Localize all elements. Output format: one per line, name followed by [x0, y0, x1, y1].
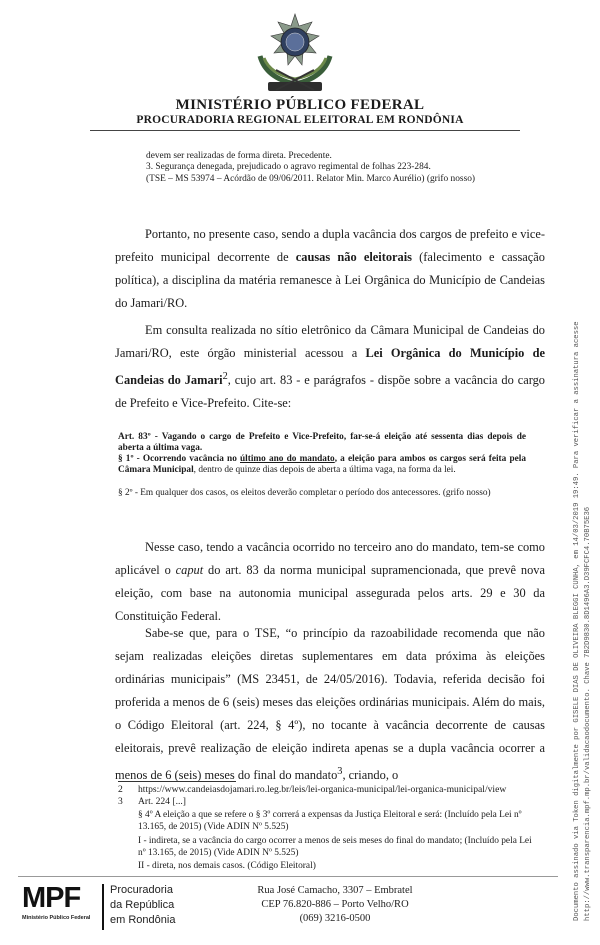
quote-article-83: Art. 83º - Vagando o cargo de Prefeito e Vice-Prefeito, far-se-á eleição até sessenta dias depois de aberta a última vaga.: [118, 432, 526, 453]
signature-line-2: http://www.transparencia.mpf.mp.br/validacaodocumento. Chave 7B2D9830.8D1496A3.D39FCFC4.70B75E36: [584, 506, 592, 921]
footnote-3: 3 Art. 224 [...]: [118, 796, 186, 807]
footer-address: [235, 884, 435, 926]
header-rule: [90, 130, 520, 131]
paragraph-2: Em consulta realizada no sítio eletrônico da Câmara Municipal de Candeias do Jamari/RO, este órgão ministerial acessou a Lei Orgânica do Município de Candeias do Jamari$^2$, cujo art. 83 - e parágrafos - dispõe sobre a vacância do cargo de Prefeito e Vice-Prefeito. Cite-se:: [115, 323, 545, 411]
quote-paragraph-2: § 2º - Em qualquer dos casos, os eleitos deverão completar o período dos antecessores. (grifo nosso): [118, 488, 491, 498]
mpf-logo-subtitle: Ministério Público Federal: [22, 915, 91, 921]
footnote-2: 2 https://www.candeiasdojamari.ro.leg.br/leis/lei-organica-municipal/lei-organica-municipal/view: [118, 784, 507, 795]
institution-name: Procuradoria da República em Rondônia: [110, 884, 176, 926]
citation-line-1: devem ser realizadas de forma direta. Precedente.: [146, 151, 332, 161]
paragraph-4: Sabe-se que, para o TSE, “o princípio da razoabilidade recomenda que não sejam realizadas eleições diretas suplementares em data próxima às eleições ordinárias municipais” (MS 23451, de 24/05/2016). Todavia, referida decisão foi proferida a menos de 6 (seis) meses das eleições ordinárias municipais. Além do mais, o Código Eleitoral (art. 224, § 4º), no tocante à vacância decorrente de causas eleitorais, prevê realização de eleição indireta apenas se a dupla vacância ocorrer a menos de 6 (seis) meses do final do mandato$^3$, criando, o: [115, 626, 545, 783]
digital-signature-strip: [566, 156, 598, 926]
paragraph-3: Nesse caso, tendo a vacância ocorrido no terceiro ano do mandato, tem-se como aplicável o caput do art. 83 da norma municipal supramencionada, que prevê nova eleição, com base na autonomia municipal assegurada pelos arts. 29 e 30 da Constituição Federal.: [115, 540, 545, 623]
citation-line-2: 3. Segurança denegada, prejudicado o agravo regimental de folhas 223-284.: [146, 162, 431, 172]
footnote-2-link[interactable]: https://www.candeiasdojamari.ro.leg.br/leis/lei-organica-municipal/lei-organica-municipal/view: [138, 784, 507, 795]
footnote-3-item-i: I - indireta, se a vacância do cargo ocorrer a menos de seis meses do final do mandato; (Incluído pela Lei nº 13.165, de 2015) (Vide ADIN Nº 5.525): [138, 836, 532, 858]
emphasis-causas: causas não eleitorais: [295, 250, 412, 264]
mpf-logo: [22, 882, 96, 921]
header-title: MINISTÉRIO PÚBLICO FEDERAL: [175, 97, 425, 113]
citation-line-3: (TSE – MS 53974 – Acórdão de 09/06/2011. Relator Min. Marco Aurélio) (grifo nosso): [146, 174, 476, 184]
footer-rule: [18, 876, 558, 877]
logo-divider: [102, 884, 104, 930]
brazil-coat-of-arms-icon: [246, 12, 344, 96]
address-phone: (069) 3216-0500: [299, 913, 371, 924]
footnote-3-paragraph-4: § 4º A eleição a que se refere o § 3º correrá a expensas da Justiça Eleitoral e será: (Incluído pela Lei nº 13.165, de 2015) (Vide ADIN Nº 5.525): [138, 810, 522, 832]
header-subtitle: PROCURADORIA REGIONAL ELEITORAL EM RONDÔNIA: [136, 114, 464, 126]
signature-line-1: Documento assinado via Token digitalmente por GISELE DIAS DE OLIVEIRA BLEGGI CUNHA, em 14/03/2019 19:49. Para verificar a assinatura acesse: [573, 321, 581, 921]
mpf-logo-letters: MPF: [22, 882, 81, 914]
address-cep: CEP 76.820-886 – Porto Velho/RO: [261, 899, 409, 910]
footnote-3-item-ii: II - direta, nos demais casos. (Código Eleitoral): [138, 861, 316, 871]
address-street: Rua José Camacho, 3307 – Embratel: [257, 885, 413, 896]
quote-paragraph-1: § 1º - Ocorrendo vacância no último ano do mandato, a eleição para ambos os cargos será feita pela Câmara Municipal, dentro de quinze dias depois de aberta a última vaga, na forma da lei.: [118, 454, 526, 475]
emphasis-lei-organica: Lei Orgânica do Município de Candeias do Jamari: [115, 346, 545, 388]
footnote-ref-2[interactable]: 2: [222, 371, 228, 382]
paragraph-1: Portanto, no presente caso, sendo a dupla vacância dos cargos de prefeito e vice-prefeito municipal decorrente de causas não eleitorais (falecimento e cassação política), a disciplina da matéria remanesce à Lei Orgânica do Município de Candeias do Jamari/RO.: [115, 227, 545, 310]
footnote-ref-3[interactable]: 3: [337, 766, 343, 777]
footnote-rule: [118, 781, 236, 782]
